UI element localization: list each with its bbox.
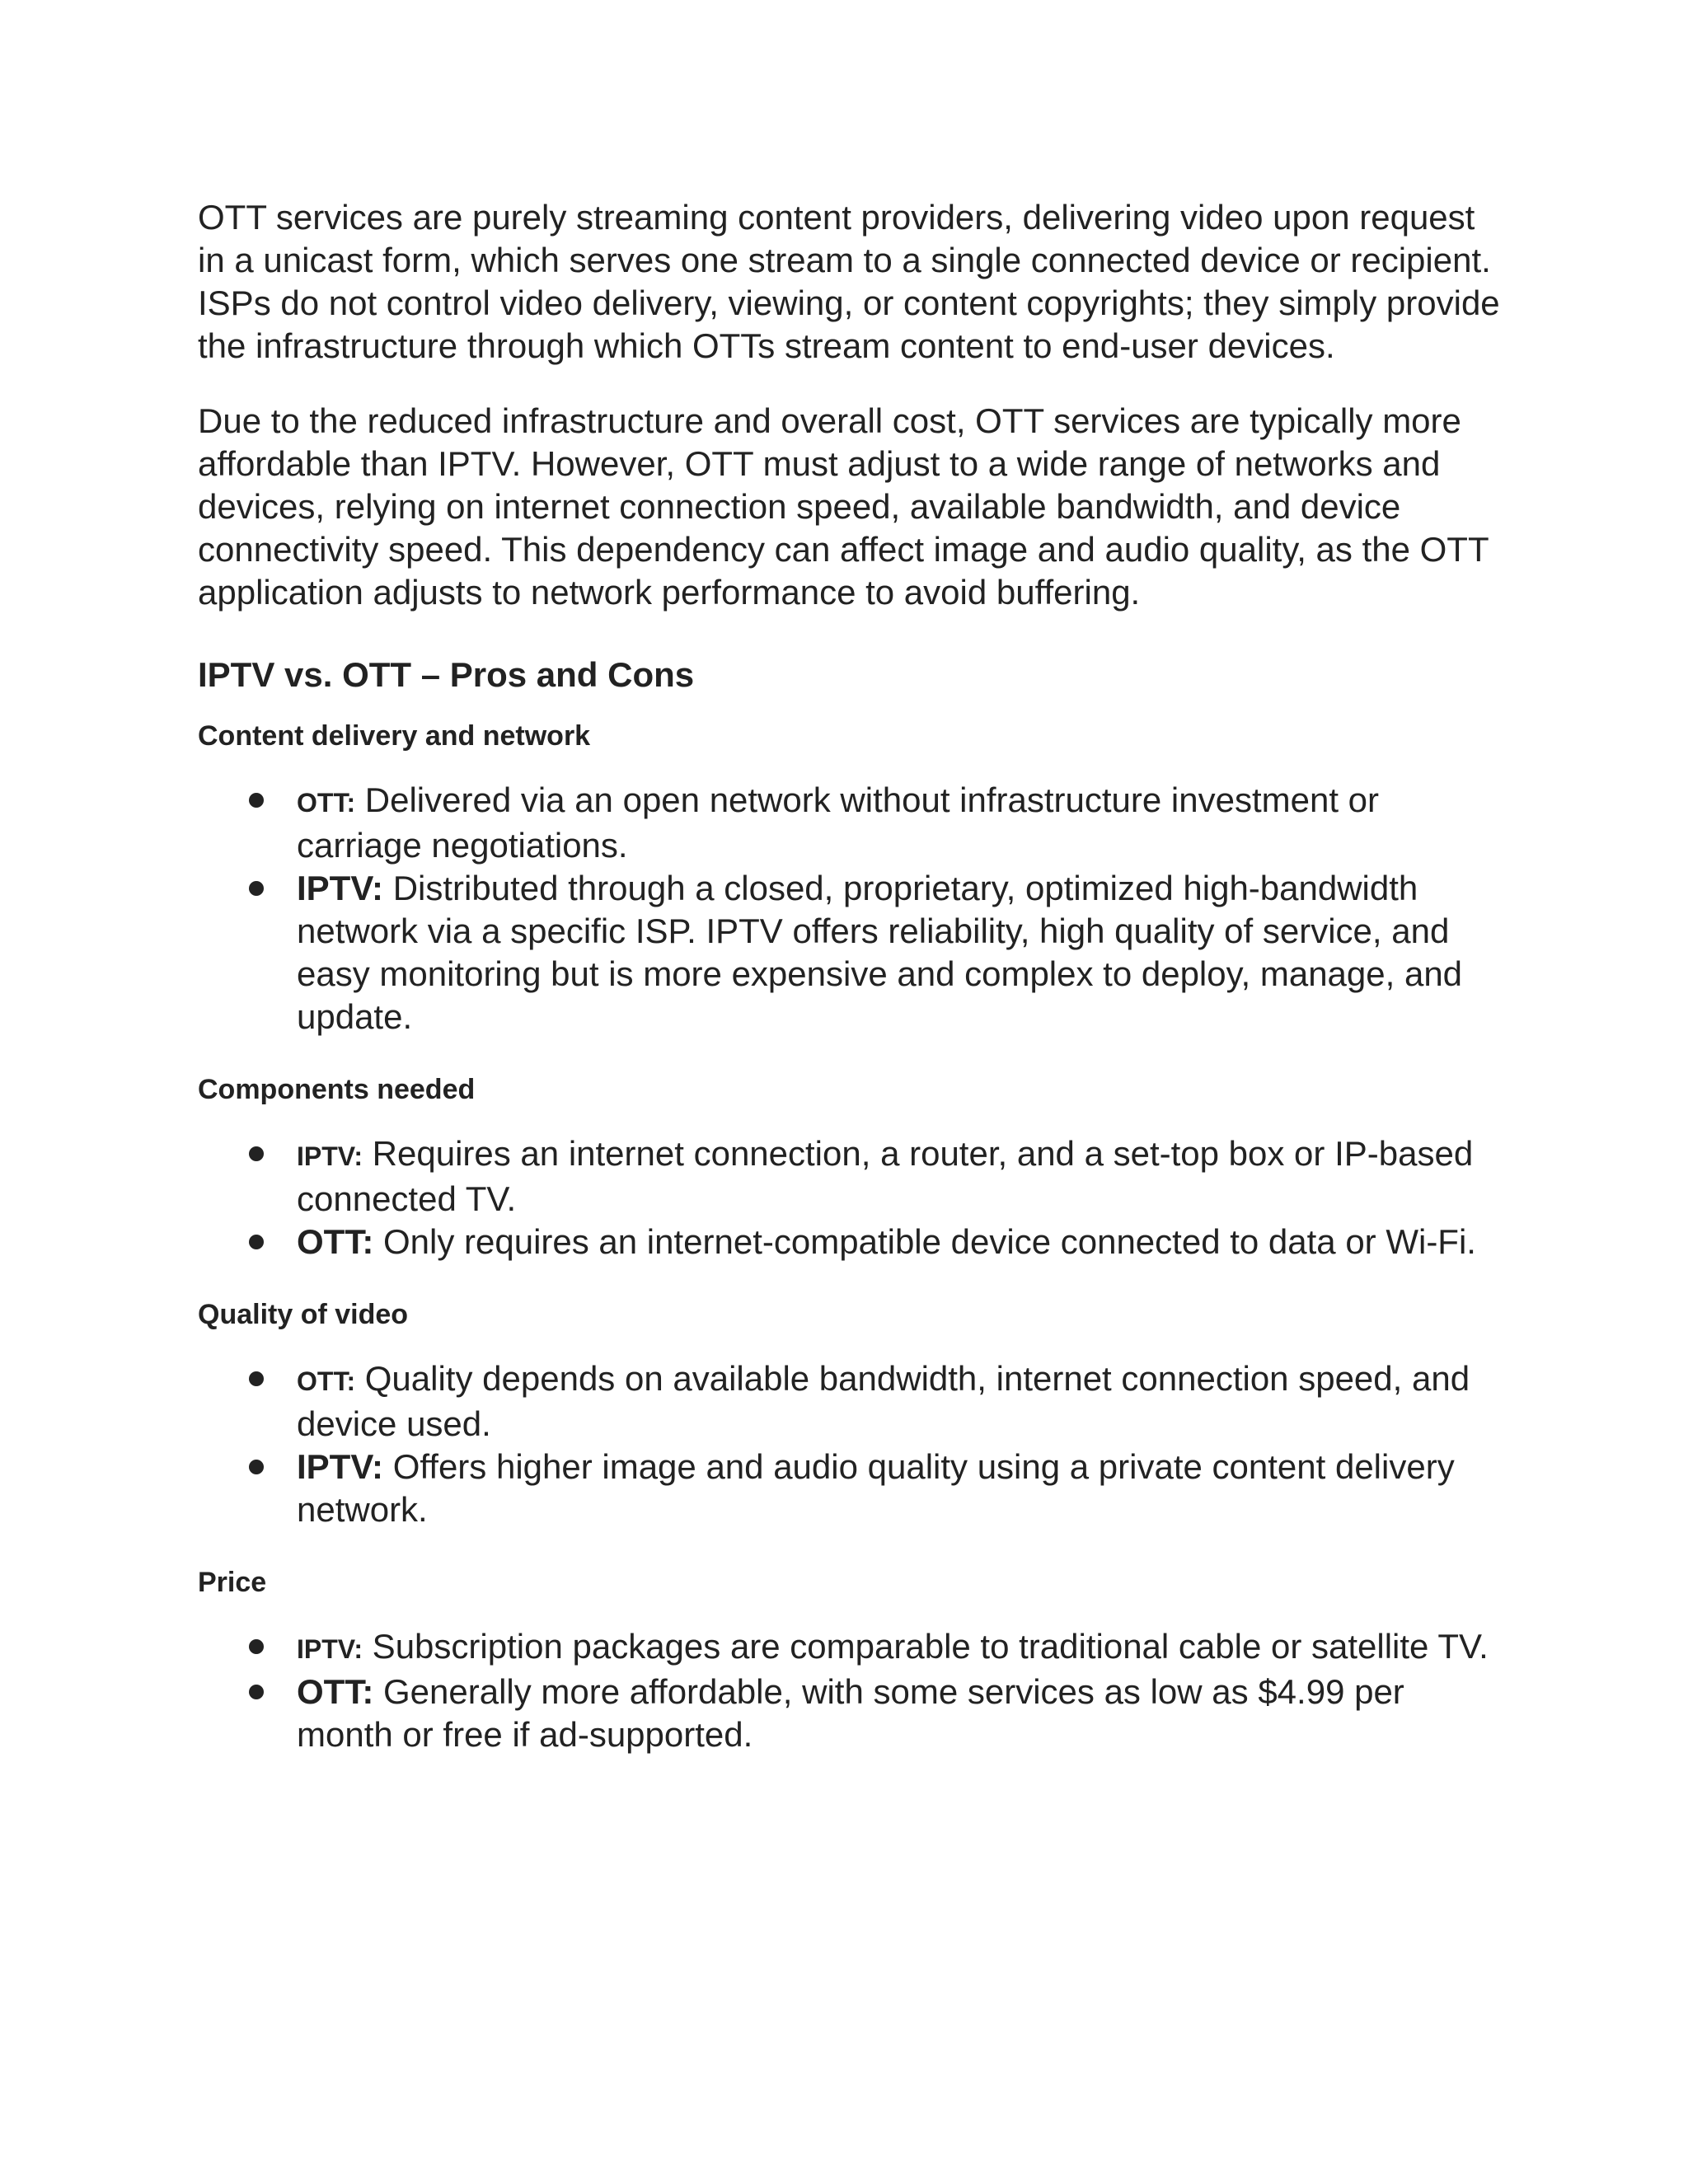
intro-paragraph-1: OTT services are purely streaming content providers, delivering video upon request in a unicast form, which serves one stream to a single connected device or recipient. ISPs do not control video delivery, viewing, or content copyrights; they simply provide the infrastructure through which OTTs stream content to end-user devices.: [198, 198, 1500, 365]
subheading-quality: Quality of video: [198, 1299, 409, 1330]
bullet-icon: [249, 1685, 264, 1699]
item-label: OTT:: [297, 1366, 356, 1396]
bullet-list-components: [198, 1132, 1500, 1263]
item-label: IPTV:: [297, 1447, 384, 1486]
item-label: OTT:: [297, 1222, 374, 1261]
item-label: OTT:: [297, 1672, 374, 1711]
list-item: [198, 1625, 1500, 1671]
item-text: Quality depends on available bandwidth, internet connection speed, and device used.: [297, 1359, 1470, 1443]
list-item: [198, 1446, 1500, 1531]
bullet-icon: [249, 881, 264, 896]
bullet-icon: [249, 793, 264, 808]
item-text: Distributed through a closed, proprietary, optimized high-bandwidth network via a specific ISP. IPTV offers reliability, high quality of service, and easy monitoring but is more expensive and complex to deploy, manage, and update.: [297, 869, 1463, 1036]
item-label: IPTV:: [297, 1634, 363, 1664]
list-item: [198, 1132, 1500, 1221]
list-item: [198, 779, 1500, 867]
bullet-icon: [249, 1146, 264, 1161]
item-label: OTT:: [297, 788, 356, 818]
item-text: Offers higher image and audio quality using a private content delivery network.: [297, 1447, 1455, 1529]
bullet-list-quality: [198, 1357, 1500, 1531]
item-label: IPTV:: [297, 1141, 363, 1171]
list-item: [198, 1357, 1500, 1446]
section-heading: IPTV vs. OTT – Pros and Cons: [198, 655, 695, 694]
item-text: Delivered via an open network without infrastructure investment or carriage negotiations.: [297, 780, 1380, 865]
item-label: IPTV:: [297, 869, 384, 907]
bullet-icon: [249, 1639, 264, 1654]
bullet-list-content-delivery: [198, 779, 1500, 1038]
subheading-price: Price: [198, 1567, 267, 1598]
subheading-content-delivery: Content delivery and network: [198, 720, 591, 752]
item-text: Only requires an internet-compatible device connected to data or Wi-Fi.: [373, 1222, 1476, 1261]
list-item: [198, 867, 1500, 1038]
document-page: [198, 196, 1500, 1789]
bullet-icon: [249, 1235, 264, 1249]
list-item: [198, 1221, 1500, 1263]
item-text: Generally more affordable, with some services as low as $4.99 per month or free if ad-supported.: [297, 1672, 1404, 1754]
subheading-components: Components needed: [198, 1074, 476, 1105]
item-text: Requires an internet connection, a router, and a set-top box or IP-based connected TV.: [297, 1134, 1474, 1218]
bullet-icon: [249, 1460, 264, 1474]
bullet-icon: [249, 1371, 264, 1386]
bullet-list-price: [198, 1625, 1500, 1756]
intro-paragraph-2: Due to the reduced infrastructure and overall cost, OTT services are typically more affordable than IPTV. However, OTT must adjust to a wide range of networks and devices, relying on internet connection speed, available bandwidth, and device connectivity speed. This dependency can affect image and audio quality, as the OTT application adjusts to network performance to avoid buffering.: [198, 401, 1489, 612]
list-item: [198, 1671, 1500, 1756]
item-text: Subscription packages are comparable to traditional cable or satellite TV.: [363, 1627, 1489, 1666]
